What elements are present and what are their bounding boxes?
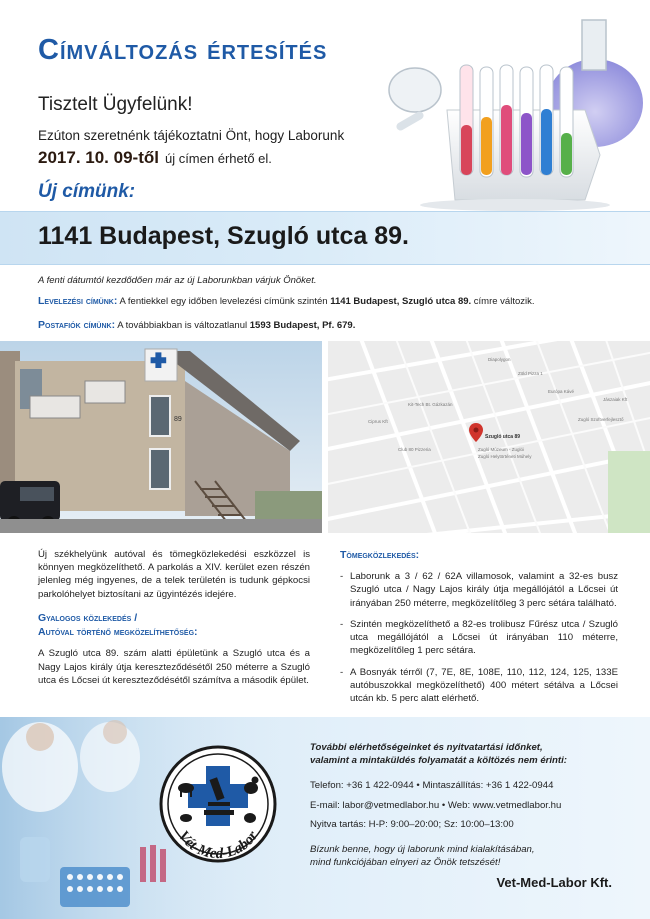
list-item: - A Bosnyák térről (7, 7E, 8E, 108E, 110, 112, 124, 125, 133E autóbuszokkal megközelíthető) 400 métert sétálva a Lőcsei utcán kb. 5 perc alatt elérhető. bbox=[340, 666, 618, 706]
lab-glassware-illustration bbox=[385, 5, 650, 215]
list-item: - Laborunk a 3 / 62 / 62A villamosok, valamint a 32-es busz Szugló utca / Nagy Lajos király útja megállójától a Lőcsei út irányában 250 méterre, megközelítőleg 3 perc sétára található. bbox=[340, 570, 618, 610]
po-box-line bbox=[38, 319, 355, 331]
round-flask-left bbox=[389, 68, 441, 112]
opening-hours: Nyitva tartás: H-P: 9:00–20:00; Sz: 10:00–13:00 bbox=[310, 818, 514, 830]
effective-date-suffix: új címen érhető el. bbox=[164, 151, 272, 166]
footer-lead-line2: valamint a mintaküldés folyamatát a költözés nem érinti: bbox=[310, 755, 567, 767]
list-item: - Szintén megközelíthető a 82-es trolibusz Fűrész utca / Szugló utca megállójától a Lőcsei út irányában 110 méterre, megközelítőleg 1 perc sétára. bbox=[340, 618, 618, 658]
map-place-0: Ciprus Kft bbox=[368, 419, 388, 424]
po-box-label: Postafiók címünk: bbox=[38, 319, 116, 331]
new-address: 1141 Budapest, Szugló utca 89. bbox=[38, 222, 409, 250]
phone-line: Telefon: +36 1 422-0944 • Mintaszállítás: +36 1 422-0944 bbox=[310, 780, 554, 792]
email: E-mail: labor@vetmedlabor.hu bbox=[310, 799, 440, 811]
location-map bbox=[328, 341, 650, 533]
closing-text bbox=[310, 843, 630, 869]
walking-heading-line1: Gyalogos közlekedés / bbox=[38, 611, 138, 624]
map-place-1: Diapolygon bbox=[488, 357, 511, 362]
vet-med-labor-logo bbox=[158, 744, 278, 864]
mail-address-label: Levelezési címünk: bbox=[38, 295, 118, 307]
mail-address-value: 1141 Budapest, Szugló utca 89. bbox=[330, 296, 472, 307]
intro-text: Ezúton szeretnénk tájékoztatni Önt, hogy Laborunk bbox=[38, 128, 345, 143]
company-name: Vet-Med-Labor Kft. bbox=[496, 875, 612, 890]
website: Web: www.vetmedlabor.hu bbox=[447, 799, 562, 811]
sample-delivery-phone: Mintaszállítás: +36 1 422-0944 bbox=[422, 780, 554, 792]
closing-line1: Bízunk benne, hogy új laborunk mind kialakításában, bbox=[310, 844, 535, 856]
closing-line2: mind funkciójában elnyeri az Önök tetszését! bbox=[310, 857, 501, 869]
walking-text: A Szugló utca 89. szám alatti épületünk a Szugló utca és a Nagy Lajos király útja kereszteződésétől 250 méterre a Szugló utca és Lőcsei út kereszteződésétől számítva a második épület. bbox=[38, 648, 310, 686]
map-place-3: Kit-Tech Bt. Gázkazán bbox=[408, 402, 453, 407]
map-place-5: Club 80 Pizzeria bbox=[398, 447, 431, 452]
effective-date: 2017. 10. 09-től bbox=[38, 148, 159, 167]
access-intro: Új székhelyünk autóval és tömegközlekedési eszközzel is könnyen megközelíthető. A parkolás a XIV. kerület ezen részén jelenleg még ingyenes, de a telek területén is tudunk gépkocsi parkolóhelyet biztosítani az ügyintézés idejére. bbox=[38, 549, 310, 600]
greeting: Tisztelt Ügyfelünk! bbox=[38, 94, 193, 115]
public-transport-list bbox=[340, 570, 618, 705]
left-column bbox=[38, 548, 310, 697]
mail-address-line bbox=[38, 295, 535, 307]
email-web-line: E-mail: labor@vetmedlabor.hu • Web: www.vetmedlabor.hu bbox=[310, 799, 562, 811]
right-column bbox=[340, 548, 618, 713]
map-place-2: Zöld Pizza 1 bbox=[518, 371, 543, 376]
phone: Telefon: +36 1 422-0944 bbox=[310, 780, 414, 792]
map-place-4: Európa Kávé bbox=[548, 389, 575, 394]
house-number: 89 bbox=[174, 416, 182, 423]
footer-lead bbox=[310, 741, 630, 767]
walking-heading-line2: Autóval történő megközelíthetőség: bbox=[38, 626, 198, 639]
po-box-text: A továbbiakban is változatlanul bbox=[117, 320, 248, 331]
footer-contact-block bbox=[310, 741, 630, 870]
map-place-9: Jászaiak Kft bbox=[603, 397, 628, 402]
building-photo bbox=[0, 341, 322, 533]
mail-address-suffix: címre változik. bbox=[473, 296, 535, 307]
walking-heading bbox=[38, 611, 310, 639]
map-place-8: Zugló Szoftverfejlesztő bbox=[578, 417, 624, 422]
footer-lead-line1: További elérhetőségeinket és nyitvatartási időnket, bbox=[310, 742, 543, 753]
public-transport-heading: Tömegközlekedés: bbox=[340, 549, 420, 561]
page-title: Címváltozás értesítés bbox=[38, 34, 328, 66]
effective-date-line bbox=[38, 148, 272, 168]
map-place-7: Zugló Helytörténeti Múhely bbox=[478, 454, 532, 459]
new-address-label: Új címünk: bbox=[38, 181, 136, 202]
map-place-6: Zugló Múzeum - Zuglói bbox=[478, 447, 525, 452]
logo-text: Vét-Med-Labor bbox=[174, 828, 262, 863]
po-box-value: 1593 Budapest, Pf. 679. bbox=[249, 320, 356, 331]
mail-address-text: A fentiekkel egy időben levelezési címünk szintén bbox=[119, 296, 328, 307]
notice-text: A fenti dátumtól kezdődően már az új Laborunkban várjuk Önöket. bbox=[38, 275, 317, 286]
map-marker-label: Szugló utca 89 bbox=[485, 434, 521, 440]
